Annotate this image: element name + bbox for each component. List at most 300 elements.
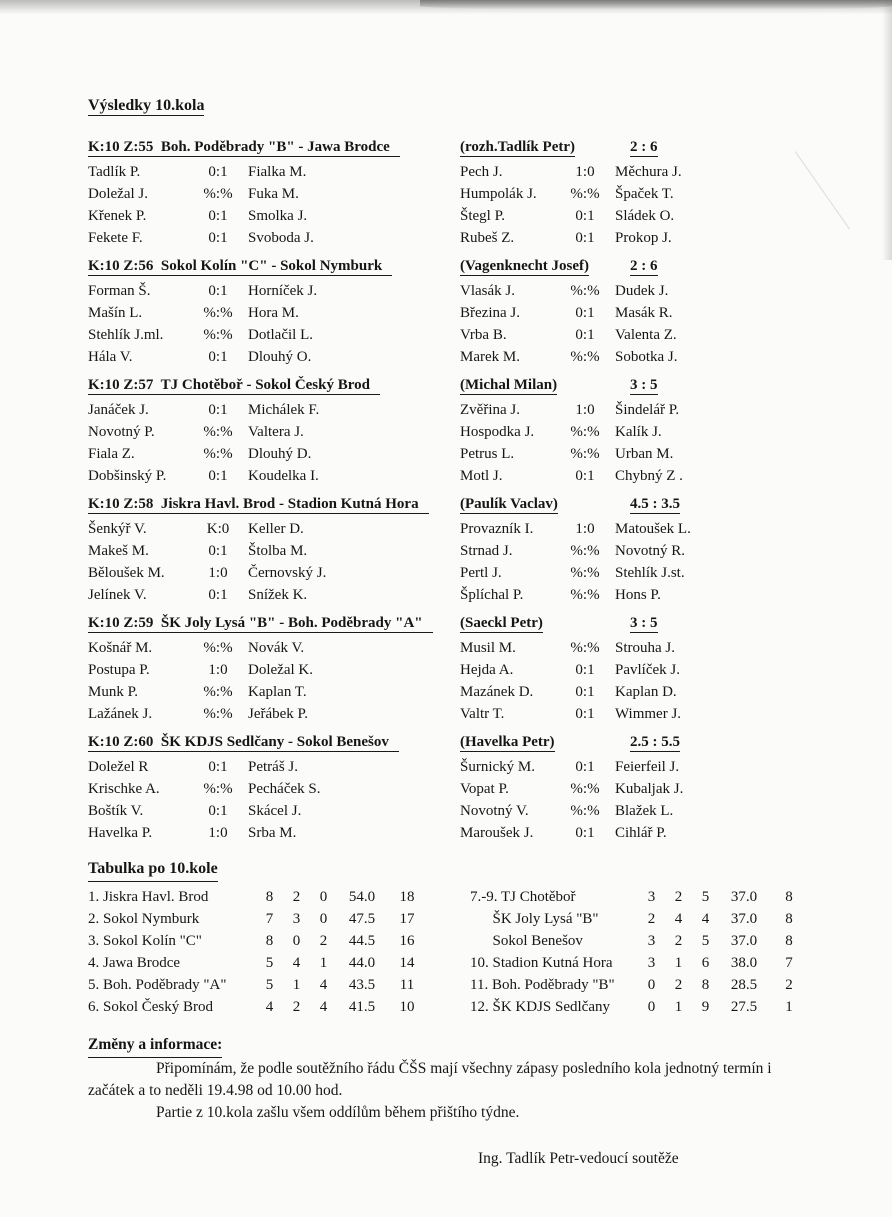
board-row <box>88 518 848 540</box>
draws: 2 <box>674 889 683 905</box>
board-result-right: 0:1 <box>575 305 595 321</box>
away-player-right: Prokop J. <box>615 230 672 246</box>
board-result-left: 0:1 <box>208 803 228 819</box>
team-name: 10. Stadion Kutná Hora <box>470 955 613 971</box>
board-result-left: %:% <box>203 186 233 202</box>
board-result-right: %:% <box>570 565 600 581</box>
board-row <box>88 346 848 368</box>
board-row <box>88 540 848 562</box>
home-player-left: Postupa P. <box>88 662 150 678</box>
standings-row <box>88 996 427 1018</box>
team-name: 2. Sokol Nymburk <box>88 911 200 927</box>
team-name: 5. Boh. Poděbrady "A" <box>88 977 227 993</box>
document-page <box>88 96 848 1168</box>
home-player-left: Munk P. <box>88 684 139 700</box>
board-result-right: 1:0 <box>575 164 595 180</box>
board-result-right: 1:0 <box>575 521 595 537</box>
wins: 3 <box>647 933 656 949</box>
board-row <box>88 161 848 183</box>
team-name: Sokol Benešov <box>470 933 583 949</box>
draws: 2 <box>674 977 683 993</box>
home-player-right: Štegl P. <box>460 208 506 224</box>
board-rows <box>88 637 848 725</box>
away-player-left: Srba M. <box>248 825 297 841</box>
away-player-left: Dotlačil L. <box>248 327 313 343</box>
home-player-left: Dobšinský P. <box>88 468 167 484</box>
board-result-right: %:% <box>570 349 600 365</box>
away-player-right: Kubaljak J. <box>615 781 684 797</box>
page-title-text: Výsledky 10.kola <box>88 97 205 114</box>
home-player-right: Vrba B. <box>460 327 507 343</box>
board-row <box>88 778 848 800</box>
away-player-right: Kalík J. <box>615 424 662 440</box>
home-player-right: Strnad J. <box>460 543 513 559</box>
board-result-left: 0:1 <box>208 164 228 180</box>
match-block <box>88 732 848 844</box>
match-points: 8 <box>785 911 793 927</box>
board-row <box>88 399 848 421</box>
board-row <box>88 800 848 822</box>
home-player-right: Březina J. <box>460 305 520 321</box>
board-row <box>88 183 848 205</box>
home-player-right: Hospodka J. <box>460 424 535 440</box>
draws: 4 <box>674 911 683 927</box>
losses: 4 <box>319 999 328 1015</box>
away-player-right: Cihlář P. <box>615 825 667 841</box>
board-result-left: 1:0 <box>208 825 228 841</box>
board-result-right: 0:1 <box>575 759 595 775</box>
away-player-left: Petráš J. <box>248 759 298 775</box>
home-player-right: Marek M. <box>460 349 520 365</box>
standings-row <box>88 930 427 952</box>
page-title <box>88 96 848 116</box>
home-player-left: Fekete F. <box>88 230 143 246</box>
board-row <box>88 637 848 659</box>
wins: 3 <box>647 955 656 971</box>
losses: 1 <box>319 955 328 971</box>
board-row <box>88 205 848 227</box>
board-result-right: %:% <box>570 803 600 819</box>
home-player-right: Motl J. <box>460 468 503 484</box>
losses: 2 <box>319 933 328 949</box>
board-row <box>88 756 848 778</box>
board-result-right: 0:1 <box>575 468 595 484</box>
draws: 2 <box>292 889 301 905</box>
board-result-left: 0:1 <box>208 402 228 418</box>
standings-row <box>470 930 820 952</box>
away-player-right: Valenta Z. <box>615 327 677 343</box>
board-result-left: %:% <box>203 684 233 700</box>
wins: 7 <box>265 911 274 927</box>
home-player-right: Humpolák J. <box>460 186 537 202</box>
board-points: 47.5 <box>348 911 376 927</box>
away-player-right: Chybný Z . <box>615 468 683 484</box>
board-row <box>88 280 848 302</box>
board-result-left: 0:1 <box>208 543 228 559</box>
match-points: 18 <box>399 889 415 905</box>
match-points: 2 <box>785 977 793 993</box>
home-player-left: Křenek P. <box>88 208 147 224</box>
notes-title: Změny a informace: <box>88 1034 222 1058</box>
wins: 8 <box>265 889 274 905</box>
home-player-right: Maroušek J. <box>460 825 534 841</box>
away-player-right: Matoušek L. <box>615 521 691 537</box>
board-points: 44.5 <box>348 933 376 949</box>
match-title: K:10 Z:55 Boh. Poděbrady "B" - Jawa Brodce <box>88 139 400 157</box>
draws: 1 <box>674 999 683 1015</box>
standings-table-left <box>88 886 427 1018</box>
home-player-right: Musil M. <box>460 640 516 656</box>
board-result-left: 1:0 <box>208 565 228 581</box>
away-player-left: Doležal K. <box>248 662 313 678</box>
board-result-right: 0:1 <box>575 684 595 700</box>
wins: 8 <box>265 933 274 949</box>
note-line: Připomínám, že podle soutěžního řádu ČŠS mají všechny zápasy posledního kola jednotný termín i <box>156 1060 772 1077</box>
board-result-left: %:% <box>203 305 233 321</box>
board-row <box>88 659 848 681</box>
standings-row <box>470 996 820 1018</box>
away-player-left: Dlouhý O. <box>248 349 312 365</box>
team-name: 1. Jiskra Havl. Brod <box>88 889 209 905</box>
board-result-right: %:% <box>570 543 600 559</box>
board-rows <box>88 399 848 487</box>
board-result-right: 0:1 <box>575 706 595 722</box>
home-player-left: Jelínek V. <box>88 587 147 603</box>
board-result-right: 0:1 <box>575 208 595 224</box>
away-player-left: Horníček J. <box>248 283 318 299</box>
match-header <box>88 613 848 634</box>
home-player-left: Stehlík J.ml. <box>88 327 164 343</box>
match-points: 17 <box>399 911 415 927</box>
away-player-left: Novák V. <box>248 640 305 656</box>
board-points: 41.5 <box>348 999 376 1015</box>
away-player-left: Skácel J. <box>248 803 302 819</box>
losses: 4 <box>701 911 710 927</box>
match-header <box>88 256 848 277</box>
away-player-left: Pecháček S. <box>248 781 321 797</box>
board-result-left: 0:1 <box>208 283 228 299</box>
match-header <box>88 375 848 396</box>
standings-section <box>88 858 848 1018</box>
board-result-left: %:% <box>203 640 233 656</box>
draws: 2 <box>292 999 301 1015</box>
draws: 0 <box>292 933 301 949</box>
team-name: 4. Jawa Brodce <box>88 955 181 971</box>
home-player-left: Makeš M. <box>88 543 149 559</box>
board-points: 38.0 <box>730 955 758 971</box>
board-result-right: %:% <box>570 186 600 202</box>
losses: 9 <box>701 999 710 1015</box>
home-player-left: Janáček J. <box>88 402 149 418</box>
home-player-left: Mašín L. <box>88 305 143 321</box>
match-header <box>88 732 848 753</box>
home-player-left: Šenkýř V. <box>88 521 147 537</box>
away-player-right: Sládek O. <box>615 208 675 224</box>
home-player-right: Vopat P. <box>460 781 509 797</box>
board-result-left: %:% <box>203 446 233 462</box>
away-player-left: Dlouhý D. <box>248 446 312 462</box>
match-block <box>88 256 848 368</box>
board-result-right: 0:1 <box>575 230 595 246</box>
match-title: K:10 Z:57 TJ Chotěboř - Sokol Český Brod <box>88 377 380 395</box>
match-points: 7 <box>785 955 793 971</box>
home-player-left: Hála V. <box>88 349 133 365</box>
board-points: 54.0 <box>348 889 376 905</box>
match-referee: (Paulík Vaclav) <box>460 496 558 512</box>
match-points: 1 <box>785 999 793 1015</box>
away-player-left: Fialka M. <box>248 164 307 180</box>
match-referee: (Michal Milan) <box>460 377 558 393</box>
home-player-right: Šurnický M. <box>460 759 535 775</box>
board-row <box>88 227 848 249</box>
away-player-left: Michálek F. <box>248 402 320 418</box>
notes-section <box>88 1034 848 1168</box>
board-result-left: K:0 <box>206 521 230 537</box>
wins: 5 <box>265 977 274 993</box>
losses: 5 <box>701 933 710 949</box>
wins: 3 <box>647 889 656 905</box>
away-player-right: Šindelář P. <box>615 402 680 418</box>
board-rows <box>88 280 848 368</box>
draws: 3 <box>292 911 301 927</box>
away-player-left: Kaplan T. <box>248 684 307 700</box>
standings-row <box>470 974 820 996</box>
match-title: K:10 Z:58 Jiskra Havl. Brod - Stadion Kutná Hora <box>88 496 429 514</box>
match-points: 11 <box>399 977 415 993</box>
home-player-left: Tadlík P. <box>88 164 141 180</box>
standings-row <box>88 952 427 974</box>
home-player-left: Fiala Z. <box>88 446 135 462</box>
match-points: 10 <box>399 999 415 1015</box>
match-title: K:10 Z:56 Sokol Kolín "C" - Sokol Nymburk <box>88 258 392 276</box>
board-result-left: %:% <box>203 781 233 797</box>
away-player-right: Novotný R. <box>615 543 686 559</box>
standings-row <box>88 886 427 908</box>
board-result-right: %:% <box>570 587 600 603</box>
home-player-left: Košnář M. <box>88 640 153 656</box>
match-results-section <box>88 137 848 844</box>
wins: 0 <box>647 977 656 993</box>
home-player-right: Vlasák J. <box>460 283 515 299</box>
match-block <box>88 613 848 725</box>
away-player-left: Štolba M. <box>248 543 308 559</box>
standings-row <box>88 908 427 930</box>
standings-row <box>470 908 820 930</box>
board-row <box>88 465 848 487</box>
wins: 4 <box>265 999 274 1015</box>
board-result-right: %:% <box>570 781 600 797</box>
home-player-left: Krischke A. <box>88 781 160 797</box>
home-player-left: Doležel R <box>88 759 149 775</box>
away-player-right: Wimmer J. <box>615 706 682 722</box>
away-player-left: Valtera J. <box>248 424 304 440</box>
board-points: 37.0 <box>730 889 758 905</box>
away-player-left: Jeřábek P. <box>248 706 308 722</box>
match-score: 3 : 5 <box>630 615 658 631</box>
home-player-left: Lažánek J. <box>88 706 153 722</box>
match-score: 2.5 : 5.5 <box>630 734 680 750</box>
board-row <box>88 421 848 443</box>
match-title: K:10 Z:59 ŠK Joly Lysá "B" - Boh. Poděbrady "A" <box>88 615 433 633</box>
board-rows <box>88 756 848 844</box>
draws: 4 <box>292 955 301 971</box>
home-player-right: Petrus L. <box>460 446 515 462</box>
match-score: 2 : 6 <box>630 139 658 155</box>
board-result-right: 0:1 <box>575 327 595 343</box>
away-player-left: Svoboda J. <box>248 230 314 246</box>
board-result-right: %:% <box>570 424 600 440</box>
wins: 0 <box>647 999 656 1015</box>
home-player-right: Hejda A. <box>460 662 514 678</box>
standings-title: Tabulka po 10.kole <box>88 858 218 882</box>
home-player-left: Doležal J. <box>88 186 148 202</box>
standings-row <box>470 886 820 908</box>
match-referee: (Vagenknecht Josef) <box>460 258 590 274</box>
match-header <box>88 137 848 158</box>
board-row <box>88 324 848 346</box>
losses: 4 <box>319 977 328 993</box>
board-result-left: 0:1 <box>208 587 228 603</box>
board-result-left: 1:0 <box>208 662 228 678</box>
losses: 0 <box>319 889 328 905</box>
standings-row <box>88 974 427 996</box>
home-player-right: Provazník I. <box>460 521 534 537</box>
board-result-right: %:% <box>570 446 600 462</box>
team-name: 6. Sokol Český Brod <box>88 999 214 1015</box>
board-result-left: 0:1 <box>208 759 228 775</box>
match-score: 3 : 5 <box>630 377 658 393</box>
losses: 0 <box>319 911 328 927</box>
board-rows <box>88 518 848 606</box>
board-result-right: 0:1 <box>575 662 595 678</box>
match-points: 16 <box>399 933 415 949</box>
wins: 2 <box>647 911 656 927</box>
board-result-right: %:% <box>570 283 600 299</box>
match-title: K:10 Z:60 ŠK KDJS Sedlčany - Sokol Benešov <box>88 734 399 752</box>
team-name: 12. ŠK KDJS Sedlčany <box>470 999 611 1015</box>
away-player-right: Stehlík J.st. <box>615 565 685 581</box>
note-line: začátek a to neděli 19.4.98 od 10.00 hod. <box>88 1082 343 1099</box>
team-name: ŠK Joly Lysá "B" <box>470 911 599 927</box>
away-player-right: Sobotka J. <box>615 349 678 365</box>
home-player-right: Novotný V. <box>460 803 529 819</box>
away-player-right: Měchura J. <box>615 164 682 180</box>
away-player-left: Smolka J. <box>248 208 308 224</box>
match-referee: (Saeckl Petr) <box>460 615 543 631</box>
match-points: 14 <box>399 955 415 971</box>
match-points: 8 <box>785 933 793 949</box>
match-score: 2 : 6 <box>630 258 658 274</box>
board-points: 44.0 <box>348 955 376 971</box>
board-row <box>88 703 848 725</box>
match-score: 4.5 : 3.5 <box>630 496 680 512</box>
board-result-left: 0:1 <box>208 230 228 246</box>
board-row <box>88 302 848 324</box>
board-result-left: 0:1 <box>208 349 228 365</box>
signature: Ing. Tadlík Petr-vedoucí soutěže <box>478 1150 679 1167</box>
losses: 6 <box>701 955 710 971</box>
board-row <box>88 443 848 465</box>
board-row <box>88 562 848 584</box>
board-row <box>88 822 848 844</box>
home-player-right: Šplíchal P. <box>460 587 524 603</box>
board-row <box>88 681 848 703</box>
home-player-left: Havelka P. <box>88 825 153 841</box>
home-player-right: Mazánek D. <box>460 684 534 700</box>
scan-shadow-top-mid <box>420 0 892 10</box>
away-player-right: Blažek L. <box>615 803 674 819</box>
away-player-left: Hora M. <box>248 305 299 321</box>
board-result-left: 0:1 <box>208 468 228 484</box>
home-player-left: Boštík V. <box>88 803 144 819</box>
away-player-right: Pavlíček J. <box>615 662 680 678</box>
losses: 8 <box>701 977 710 993</box>
away-player-right: Špaček T. <box>615 186 674 202</box>
board-result-right: 1:0 <box>575 402 595 418</box>
board-result-left: %:% <box>203 424 233 440</box>
board-points: 37.0 <box>730 933 758 949</box>
team-name: 3. Sokol Kolín "C" <box>88 933 202 949</box>
away-player-right: Masák R. <box>615 305 673 321</box>
board-row <box>88 584 848 606</box>
board-points: 27.5 <box>730 999 758 1015</box>
standings-table-right <box>470 886 820 1018</box>
match-header <box>88 494 848 515</box>
wins: 5 <box>265 955 274 971</box>
board-result-right: %:% <box>570 640 600 656</box>
board-points: 28.5 <box>730 977 758 993</box>
match-referee: (Havelka Petr) <box>460 734 555 750</box>
match-block <box>88 137 848 249</box>
draws: 2 <box>674 933 683 949</box>
board-result-left: 0:1 <box>208 208 228 224</box>
board-result-right: 0:1 <box>575 825 595 841</box>
standings-row <box>470 952 820 974</box>
note-line: Partie z 10.kola zašlu všem oddílům během přištího týdne. <box>156 1104 520 1121</box>
match-block <box>88 375 848 487</box>
home-player-left: Forman Š. <box>88 283 151 299</box>
home-player-left: Novotný P. <box>88 424 155 440</box>
standings-columns <box>88 886 848 1018</box>
match-block <box>88 494 848 606</box>
away-player-left: Fuka M. <box>248 186 299 202</box>
away-player-right: Kaplan D. <box>615 684 677 700</box>
home-player-right: Zvěřina J. <box>460 402 520 418</box>
match-referee: (rozh.Tadlík Petr) <box>460 139 575 155</box>
home-player-right: Pech J. <box>460 164 503 180</box>
away-player-left: Snížek K. <box>248 587 308 603</box>
home-player-right: Valtr T. <box>460 706 505 722</box>
away-player-left: Keller D. <box>248 521 304 537</box>
draws: 1 <box>674 955 683 971</box>
away-player-right: Feierfeil J. <box>615 759 680 775</box>
losses: 5 <box>701 889 710 905</box>
away-player-right: Strouha J. <box>615 640 675 656</box>
board-result-left: %:% <box>203 706 233 722</box>
team-name: 7.-9. TJ Chotěboř <box>470 889 576 905</box>
draws: 1 <box>292 977 301 993</box>
team-name: 11. Boh. Poděbrady "B" <box>470 977 615 993</box>
home-player-right: Pertl J. <box>460 565 502 581</box>
away-player-right: Dudek J. <box>615 283 669 299</box>
scan-shadow-right <box>882 0 892 260</box>
match-points: 8 <box>785 889 793 905</box>
away-player-left: Koudelka I. <box>248 468 319 484</box>
away-player-right: Hons P. <box>615 587 661 603</box>
board-rows <box>88 161 848 249</box>
board-points: 43.5 <box>348 977 376 993</box>
board-result-left: %:% <box>203 327 233 343</box>
